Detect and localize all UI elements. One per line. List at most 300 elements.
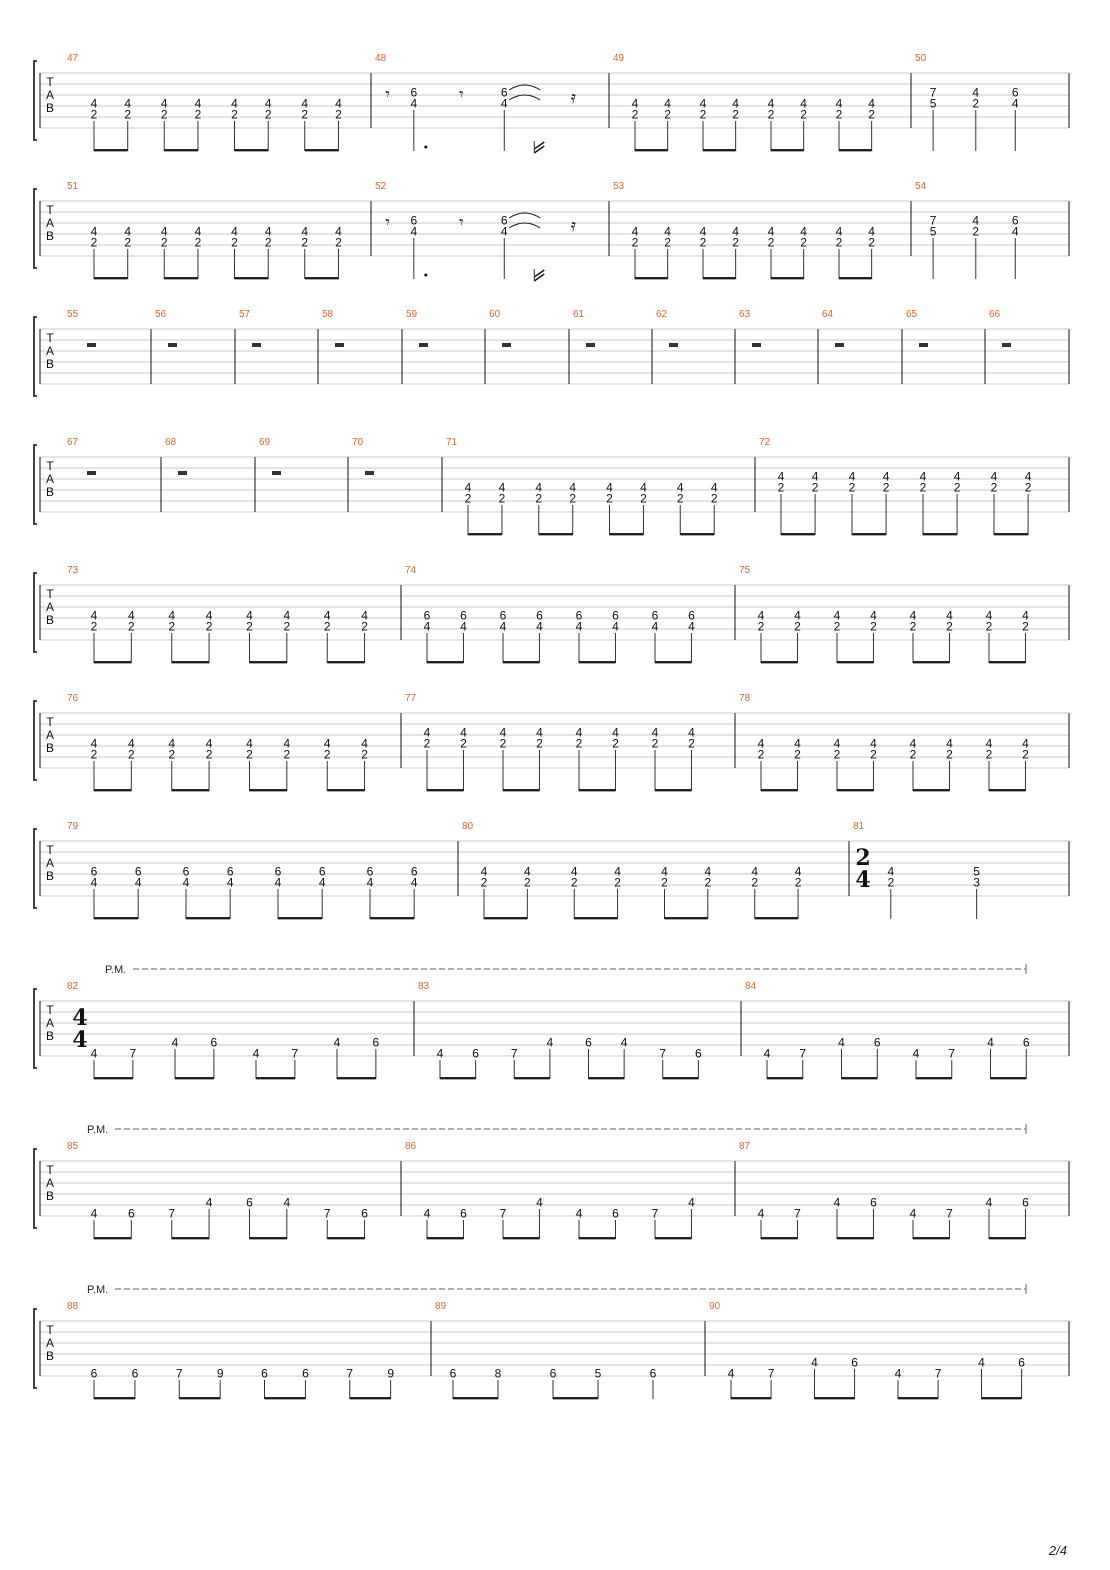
measure-number: 60 [489, 309, 501, 320]
sixteenth-rest: 𝄿 [570, 88, 576, 108]
fret-number: 2 [651, 736, 659, 751]
fret-number: 6 [274, 864, 282, 879]
fret-number: 2 [794, 875, 802, 890]
fret-number: 9 [216, 1366, 224, 1381]
fret-number: 6 [318, 864, 326, 879]
fret-number: 4 [676, 480, 684, 495]
fret-number: 7 [948, 1046, 956, 1061]
tab-clef-letter: B [45, 1349, 55, 1363]
fret-number: 4 [366, 875, 374, 890]
fret-number: 6 [472, 1046, 479, 1061]
measure-77 [405, 693, 735, 791]
fret-number: 4 [870, 608, 877, 623]
whole-rest [168, 343, 177, 347]
fret-number: 2 [664, 235, 671, 250]
measure-number: 83 [418, 981, 430, 992]
fret-number: 7 [934, 1366, 942, 1381]
beam [579, 789, 615, 791]
fret-number: 2 [699, 107, 707, 122]
fret-number: 4 [480, 864, 488, 879]
tab-clef-letter: A [45, 88, 55, 102]
fret-number: 4 [90, 1206, 98, 1221]
fret-number: 4 [651, 619, 659, 634]
fret-number: 2 [301, 107, 309, 122]
fret-number: 4 [194, 224, 202, 239]
fret-number: 4 [972, 213, 980, 228]
beam [991, 1077, 1027, 1079]
tie-arc [509, 213, 540, 218]
fret-number: 4 [500, 96, 508, 111]
fret-number: 4 [835, 224, 843, 239]
fret-number: 2 [640, 491, 647, 506]
fret-number: 6 [585, 1035, 592, 1050]
fret-number: 3 [973, 875, 980, 890]
fret-number: 2 [794, 747, 801, 762]
fret-number: 4 [953, 469, 961, 484]
measure-81 [853, 821, 1069, 919]
note-flag [534, 142, 544, 149]
fret-number: 2 [985, 619, 993, 634]
beam [655, 789, 691, 791]
beam [913, 661, 949, 663]
fret-number: 6 [549, 1366, 557, 1381]
measure-number: 85 [67, 1141, 79, 1152]
beam [250, 1237, 287, 1239]
fret-number: 4 [171, 1035, 179, 1050]
fret-number: 4 [361, 608, 368, 623]
measure-76 [67, 693, 401, 791]
tab-clef-letter: T [46, 587, 54, 601]
beam [989, 789, 1025, 791]
measure-number: 57 [239, 309, 251, 320]
beam [427, 1237, 463, 1239]
fret-number: 2 [90, 235, 98, 250]
fret-number: 4 [570, 864, 578, 879]
fret-number: 6 [873, 1035, 881, 1050]
measure-51 [67, 181, 371, 279]
measure-number: 82 [67, 981, 79, 992]
fret-number: 4 [794, 736, 801, 751]
fret-number: 2 [946, 747, 953, 762]
fret-number: 4 [90, 736, 98, 751]
page-number: 2/4 [1048, 1543, 1067, 1558]
fret-number: 4 [909, 1206, 917, 1221]
fret-number: 4 [838, 1035, 845, 1050]
fret-number: 4 [848, 469, 856, 484]
measure-number: 49 [613, 53, 625, 64]
fret-number: 4 [704, 864, 712, 879]
tab-system [34, 964, 1069, 1079]
whole-rest [1002, 343, 1011, 347]
fret-number: 7 [175, 1366, 183, 1381]
beam [427, 661, 463, 663]
fret-number: 4 [688, 725, 695, 740]
fret-number: 4 [499, 619, 507, 634]
fret-number: 4 [523, 864, 531, 879]
fret-number: 6 [870, 1195, 877, 1210]
fret-number: 4 [631, 224, 639, 239]
sixteenth-rest: 𝄿 [570, 216, 576, 236]
beam [839, 277, 872, 279]
fret-number: 4 [361, 736, 368, 751]
beam [278, 917, 322, 919]
system-bracket [34, 1149, 37, 1228]
fret-number: 4 [536, 725, 543, 740]
fret-number: 4 [127, 608, 135, 623]
measure-number: 80 [462, 821, 474, 832]
measure-number: 81 [853, 821, 865, 832]
whole-rest [419, 343, 428, 347]
fret-number: 7 [799, 1046, 807, 1061]
fret-number: 4 [423, 1206, 431, 1221]
fret-number: 4 [835, 96, 843, 111]
fret-number: 4 [536, 619, 543, 634]
beam [172, 1237, 209, 1239]
fret-number: 6 [90, 1366, 98, 1381]
fret-number: 4 [1011, 224, 1019, 239]
eighth-rest: 𝄾 [385, 213, 390, 233]
tab-system [34, 181, 1069, 281]
fret-number: 4 [990, 469, 998, 484]
fret-number: 7 [168, 1206, 176, 1221]
beam [767, 1077, 803, 1079]
eighth-rest: 𝄾 [459, 213, 464, 233]
fret-number: 2 [909, 747, 917, 762]
tab-clef-letter: A [45, 1336, 55, 1350]
fret-number: 7 [129, 1046, 137, 1061]
fret-number: 2 [767, 107, 775, 122]
beam [610, 533, 644, 535]
measure-75 [739, 565, 1069, 663]
measure-79 [67, 821, 458, 919]
fret-number: 4 [699, 96, 707, 111]
fret-number: 2 [990, 480, 998, 495]
fret-number: 7 [346, 1366, 354, 1381]
fret-number: 4 [833, 1195, 841, 1210]
fret-number: 2 [194, 107, 202, 122]
beam [250, 789, 287, 791]
fret-number: 2 [127, 619, 135, 634]
measure-number: 58 [322, 309, 334, 320]
measure-number: 68 [165, 437, 177, 448]
fret-number: 2 [676, 491, 684, 506]
fret-number: 4 [909, 608, 917, 623]
fret-number: 2 [335, 107, 342, 122]
fret-number: 4 [283, 608, 291, 623]
tab-system [34, 437, 1069, 535]
fret-number: 4 [575, 725, 583, 740]
tab-clef-letter: T [46, 459, 54, 473]
measure-number: 66 [989, 309, 1001, 320]
fret-number: 2 [499, 736, 507, 751]
fret-number: 8 [494, 1366, 502, 1381]
fret-number: 4 [1011, 96, 1019, 111]
fret-number: 2 [732, 235, 739, 250]
whole-rest [365, 471, 374, 475]
beam [579, 661, 615, 663]
measure-47 [67, 53, 371, 151]
augmentation-dot [424, 274, 427, 277]
beam [989, 1237, 1025, 1239]
fret-number: 4 [160, 224, 168, 239]
fret-number: 7 [659, 1046, 667, 1061]
fret-number: 4 [546, 1035, 554, 1050]
tab-system [34, 309, 1069, 396]
fret-number: 2 [323, 747, 331, 762]
fret-number: 7 [323, 1206, 331, 1221]
measure-number: 70 [352, 437, 364, 448]
fret-number: 4 [323, 736, 331, 751]
fret-number: 2 [90, 619, 98, 634]
fret-number: 4 [575, 1206, 583, 1221]
fret-number: 2 [751, 875, 759, 890]
beam [574, 917, 617, 919]
measure-number: 89 [435, 1301, 447, 1312]
fret-number: 2 [523, 875, 531, 890]
tab-clef-letter: B [45, 869, 55, 883]
fret-number: 4 [985, 736, 993, 751]
measure-50 [915, 53, 1069, 151]
fret-number: 7 [767, 1366, 775, 1381]
fret-number: 4 [732, 96, 739, 111]
beam [327, 661, 364, 663]
tie-arc [509, 95, 540, 100]
beam [703, 149, 736, 151]
fret-number: 2 [205, 747, 213, 762]
fret-number: 2 [919, 480, 927, 495]
tie-arc [509, 85, 540, 90]
beam [503, 789, 539, 791]
measure-83 [418, 981, 741, 1079]
fret-number: 4 [1022, 736, 1029, 751]
fret-number: 4 [651, 725, 659, 740]
fret-number: 4 [664, 96, 671, 111]
fret-number: 4 [800, 224, 807, 239]
beam [256, 1077, 295, 1079]
tab-clef-letter: B [45, 101, 55, 115]
fret-number: 4 [335, 224, 342, 239]
eighth-rest: 𝄾 [385, 85, 390, 105]
fret-number: 4 [318, 875, 326, 890]
measure-84 [745, 981, 1069, 1079]
fret-number: 4 [612, 619, 619, 634]
beam [842, 1077, 878, 1079]
tab-clef-letter: A [45, 1176, 55, 1190]
fret-number: 2 [90, 107, 98, 122]
fret-number: 4 [423, 725, 431, 740]
fret-number: 2 [757, 619, 765, 634]
fret-number: 4 [536, 1195, 543, 1210]
whole-rest [586, 343, 595, 347]
system-bracket [34, 189, 37, 268]
beam [94, 277, 128, 279]
fret-number: 2 [688, 736, 695, 751]
beam [663, 1077, 699, 1079]
whole-rest [752, 343, 761, 347]
whole-rest [87, 343, 96, 347]
beam [94, 789, 131, 791]
beam [553, 1397, 598, 1399]
fret-number: 4 [912, 1046, 920, 1061]
fret-number: 7 [510, 1046, 518, 1061]
measure-number: 78 [739, 693, 751, 704]
measure-number: 61 [573, 309, 585, 320]
beam [164, 149, 198, 151]
fret-number: 4 [90, 1046, 98, 1061]
tab-clef-letter: B [45, 1029, 55, 1043]
fret-number: 4 [777, 469, 785, 484]
measure-number: 79 [67, 821, 79, 832]
fret-number: 6 [90, 864, 98, 879]
beam [514, 1077, 550, 1079]
beam [761, 1237, 797, 1239]
beam [913, 1237, 949, 1239]
fret-number: 4 [323, 608, 331, 623]
beam [703, 277, 736, 279]
fret-number: 2 [160, 107, 168, 122]
beam [484, 917, 527, 919]
fret-number: 2 [361, 619, 368, 634]
fret-number: 4 [226, 875, 234, 890]
fret-number: 2 [909, 619, 917, 634]
fret-number: 5 [929, 96, 937, 111]
fret-number: 4 [946, 608, 953, 623]
system-bracket [34, 829, 37, 908]
fret-number: 7 [794, 1206, 801, 1221]
fret-number: 4 [811, 469, 819, 484]
measure-85 [67, 1141, 401, 1239]
fret-number: 4 [664, 224, 671, 239]
beam [680, 533, 714, 535]
fret-number: 4 [894, 1366, 902, 1381]
fret-number: 4 [763, 1046, 771, 1061]
measure-number: 53 [613, 181, 625, 192]
fret-number: 4 [727, 1366, 735, 1381]
fret-number: 2 [323, 619, 331, 634]
fret-number: 4 [460, 725, 467, 740]
beam [539, 533, 573, 535]
fret-number: 4 [640, 480, 647, 495]
measure-number: 48 [375, 53, 387, 64]
whole-rest [178, 471, 187, 475]
fret-number: 4 [767, 96, 775, 111]
fret-number: 2 [1024, 480, 1032, 495]
tab-clef-letter: T [46, 715, 54, 729]
fret-number: 2 [699, 235, 707, 250]
fret-number: 4 [732, 224, 739, 239]
fret-number: 2 [570, 875, 578, 890]
beam [579, 1237, 615, 1239]
fret-number: 4 [757, 736, 765, 751]
measure-number: 69 [259, 437, 271, 448]
measure-number: 54 [915, 181, 927, 192]
fret-number: 2 [231, 235, 238, 250]
beam [453, 1397, 498, 1399]
fret-number: 6 [460, 1206, 467, 1221]
whole-rest [335, 343, 344, 347]
fret-number: 4 [710, 480, 718, 495]
fret-number: 4 [985, 608, 993, 623]
fret-number: 2 [972, 96, 980, 111]
fret-number: 4 [800, 96, 807, 111]
fret-number: 4 [535, 480, 543, 495]
fret-number: 4 [423, 619, 431, 634]
fret-number: 4 [767, 224, 775, 239]
beam [916, 1077, 952, 1079]
fret-number: 2 [231, 107, 238, 122]
fret-number: 4 [168, 608, 176, 623]
fret-number: 2 [575, 736, 583, 751]
measure-number: 62 [656, 309, 668, 320]
beam [503, 1237, 539, 1239]
whole-rest [835, 343, 844, 347]
fret-number: 4 [124, 96, 132, 111]
fret-number: 2 [423, 736, 431, 751]
fret-number: 2 [631, 235, 639, 250]
fret-number: 2 [946, 619, 953, 634]
tab-clef-letter: T [46, 1323, 54, 1337]
fret-number: 2 [833, 619, 841, 634]
fret-number: 2 [1022, 619, 1029, 634]
fret-number: 2 [800, 235, 807, 250]
fret-number: 2 [246, 747, 253, 762]
fret-number: 4 [410, 96, 418, 111]
tab-clef-letter: T [46, 1163, 54, 1177]
system-bracket [34, 989, 37, 1068]
fret-number: 2 [194, 235, 202, 250]
fret-number: 2 [480, 875, 488, 890]
fret-number: 4 [90, 224, 98, 239]
fret-number: 4 [231, 224, 238, 239]
tab-system [34, 693, 1069, 791]
fret-number: 6 [134, 864, 142, 879]
beam [837, 789, 873, 791]
fret-number: 4 [252, 1046, 260, 1061]
beam [94, 1077, 133, 1079]
measure-number: 86 [405, 1141, 417, 1152]
beam [589, 1077, 625, 1079]
measure-number: 59 [406, 309, 418, 320]
fret-number: 2 [833, 747, 841, 762]
fret-number: 5 [973, 864, 980, 879]
fret-number: 6 [649, 1366, 657, 1381]
measure-52 [375, 181, 609, 281]
measure-72 [759, 437, 1069, 535]
palm-mute-label: P.M. [87, 1284, 109, 1296]
beam [755, 917, 798, 919]
fret-number: 6 [410, 213, 418, 228]
tab-clef-letter: T [46, 75, 54, 89]
fret-number: 2 [811, 480, 819, 495]
measure-number: 65 [906, 309, 918, 320]
fret-number: 6 [246, 1195, 253, 1210]
fret-number: 4 [751, 864, 759, 879]
fret-number: 6 [500, 213, 508, 228]
fret-number: 2 [301, 235, 309, 250]
time-signature-bottom: 4 [72, 1027, 88, 1053]
fret-number: 4 [1022, 608, 1029, 623]
fret-number: 4 [575, 619, 583, 634]
fret-number: 4 [127, 736, 135, 751]
measure-88 [67, 1301, 431, 1399]
fret-number: 4 [194, 96, 202, 111]
beam [235, 277, 269, 279]
measure-49 [613, 53, 911, 151]
fret-number: 2 [704, 875, 712, 890]
fret-number: 2 [335, 235, 342, 250]
fret-number: 6 [536, 608, 543, 623]
fret-number: 4 [887, 864, 895, 879]
